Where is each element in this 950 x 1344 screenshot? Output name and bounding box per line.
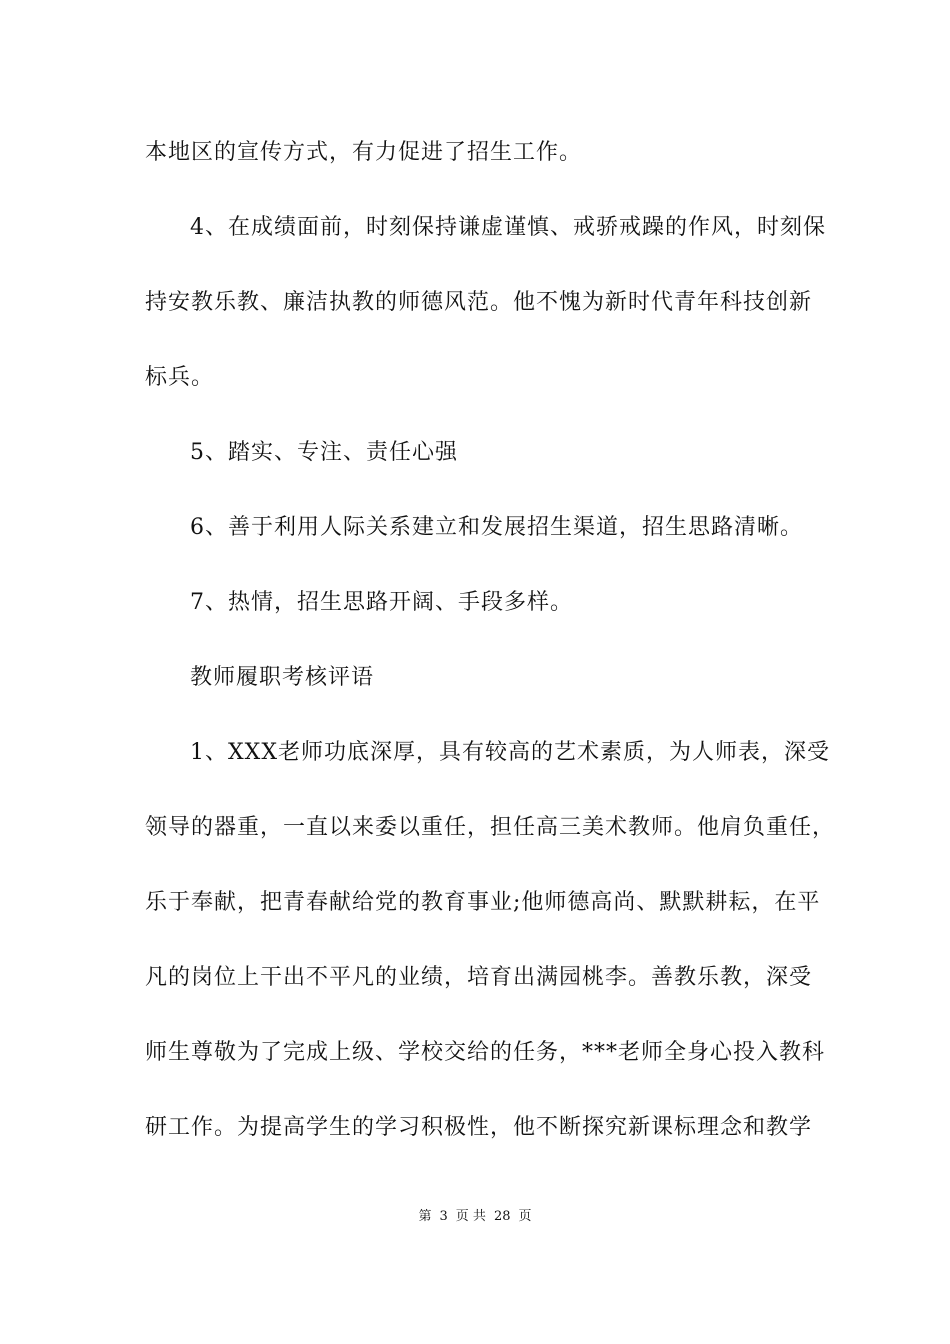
paragraph-line: 凡的岗位上干出不平凡的业绩，培育出满园桃李。善教乐教，深受 <box>145 965 813 990</box>
page-label-suffix: 页 <box>518 1209 532 1224</box>
page-label-prefix: 第 <box>418 1209 432 1224</box>
list-item-6: 6、善于利用人际关系建立和发展招生渠道，招生思路清晰。 <box>190 515 803 540</box>
paragraph-line: 乐于奉献，把青春献给党的教育事业;他师德高尚、默默耕耘，在平 <box>145 890 821 915</box>
paragraph-line: 领导的器重，一直以来委以重任，担任高三美术教师。他肩负重任， <box>145 815 836 840</box>
list-item-7: 7、热情，招生思路开阔、手段多样。 <box>190 590 573 615</box>
total-pages-number: 28 <box>493 1209 511 1224</box>
page-label-mid: 页 共 <box>455 1209 486 1224</box>
paragraph-line: 持安教乐教、廉洁执教的师德风范。他不愧为新时代青年科技创新 <box>145 290 813 315</box>
section-heading: 教师履职考核评语 <box>190 665 375 690</box>
paragraph-line: 标兵。 <box>145 365 215 390</box>
current-page-number: 3 <box>439 1209 448 1224</box>
paragraph-line: 研工作。为提高学生的学习积极性，他不断探究新课标理念和教学 <box>145 1115 813 1140</box>
page-footer <box>0 1208 950 1226</box>
list-item-4: 4、在成绩面前，时刻保持谦虚谨慎、戒骄戒躁的作风，时刻保 <box>190 215 826 240</box>
list-item-5: 5、踏实、专注、责任心强 <box>190 440 458 465</box>
list-item-1: 1、XXX老师功底深厚，具有较高的艺术素质，为人师表，深受 <box>190 740 830 765</box>
paragraph-line: 本地区的宣传方式，有力促进了招生工作。 <box>145 140 583 165</box>
paragraph-line: 师生尊敬为了完成上级、学校交给的任务，***老师全身心投入教科 <box>145 1040 826 1065</box>
